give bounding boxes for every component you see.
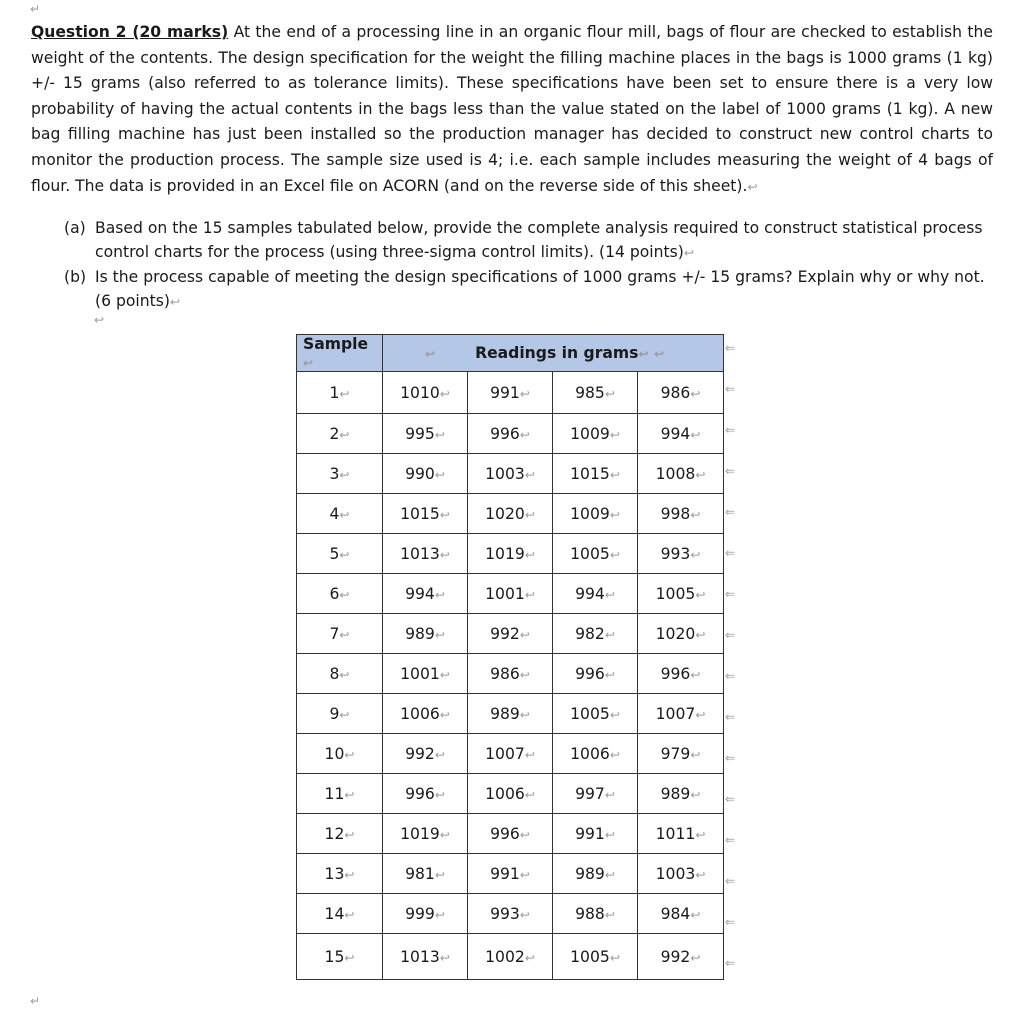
reading-cell: 992↩ xyxy=(638,934,724,980)
paragraph-mark: ↩ xyxy=(747,179,758,194)
table-row xyxy=(297,894,724,934)
reading-cell: 992↩ xyxy=(468,614,553,654)
reading-cell: 996↩ xyxy=(468,814,553,854)
row-end-mark: ⇐ xyxy=(725,464,736,478)
part-b-label: (b) xyxy=(64,268,87,286)
sample-cell: 3↩ xyxy=(297,454,383,494)
row-end-mark: ⇐ xyxy=(725,915,736,929)
part-b xyxy=(64,265,994,314)
table-row xyxy=(297,774,724,814)
table-row xyxy=(297,494,724,534)
sample-cell: 12↩ xyxy=(297,814,383,854)
sample-cell: 10↩ xyxy=(297,734,383,774)
reading-cell: 989↩ xyxy=(468,694,553,734)
reading-cell: 1020↩ xyxy=(468,494,553,534)
reading-cell: 1003↩ xyxy=(468,454,553,494)
table-row xyxy=(297,934,724,980)
reading-cell: 1005↩ xyxy=(638,574,724,614)
paragraph-mark: ↵ xyxy=(30,2,41,16)
sample-cell: 11↩ xyxy=(297,774,383,814)
reading-cell: 1006↩ xyxy=(553,734,638,774)
part-a-text: Based on the 15 samples tabulated below, provide the complete analysis required to construct statistical process control charts for the process (using three-sigma control limits). (14 points) xyxy=(95,219,983,261)
reading-cell: 1005↩ xyxy=(553,694,638,734)
reading-cell: 996↩ xyxy=(468,414,553,454)
table-row xyxy=(297,454,724,494)
part-b-text: Is the process capable of meeting the design specifications of 1000 grams +/- 15 grams? Explain why or why not. (6 points) xyxy=(95,268,985,310)
table-row xyxy=(297,854,724,894)
readings-table xyxy=(296,334,724,980)
part-a xyxy=(64,216,994,265)
part-a-label: (a) xyxy=(64,219,86,237)
row-end-mark: ⇐ xyxy=(725,751,736,765)
reading-cell: 996↩ xyxy=(553,654,638,694)
sample-cell: 7↩ xyxy=(297,614,383,654)
question-paragraph xyxy=(31,20,993,200)
table-row xyxy=(297,694,724,734)
reading-cell: 1020↩ xyxy=(638,614,724,654)
reading-cell: 1001↩ xyxy=(468,574,553,614)
row-end-mark: ⇐ xyxy=(725,546,736,560)
reading-cell: 1015↩ xyxy=(553,454,638,494)
reading-cell: 982↩ xyxy=(553,614,638,654)
reading-cell: 1001↩ xyxy=(383,654,468,694)
row-end-mark: ⇐ xyxy=(725,792,736,806)
reading-cell: 989↩ xyxy=(383,614,468,654)
table-row xyxy=(297,414,724,454)
question-parts xyxy=(64,216,994,314)
reading-cell: 1006↩ xyxy=(468,774,553,814)
reading-cell: 1019↩ xyxy=(468,534,553,574)
reading-cell: 1006↩ xyxy=(383,694,468,734)
row-end-mark: ⇐ xyxy=(725,382,736,396)
row-end-mark: ⇐ xyxy=(725,505,736,519)
reading-cell: 981↩ xyxy=(383,854,468,894)
row-end-mark: ⇐ xyxy=(725,833,736,847)
reading-cell: 1009↩ xyxy=(553,414,638,454)
reading-cell: 979↩ xyxy=(638,734,724,774)
sample-cell: 1↩ xyxy=(297,372,383,414)
row-end-mark: ⇐ xyxy=(725,423,736,437)
reading-cell: 1002↩ xyxy=(468,934,553,980)
row-end-mark: ⇐ xyxy=(725,628,736,642)
reading-cell: 988↩ xyxy=(553,894,638,934)
sample-cell: 6↩ xyxy=(297,574,383,614)
row-end-mark: ⇐ xyxy=(725,669,736,683)
table-header-row xyxy=(297,335,724,372)
reading-cell: 989↩ xyxy=(638,774,724,814)
reading-cell: 986↩ xyxy=(638,372,724,414)
reading-cell: 1003↩ xyxy=(638,854,724,894)
sample-cell: 13↩ xyxy=(297,854,383,894)
sample-cell: 5↩ xyxy=(297,534,383,574)
reading-cell: 1007↩ xyxy=(638,694,724,734)
reading-cell: 1007↩ xyxy=(468,734,553,774)
row-end-mark: ⇐ xyxy=(725,587,736,601)
reading-cell: 997↩ xyxy=(553,774,638,814)
reading-cell: 991↩ xyxy=(553,814,638,854)
row-end-mark: ⇐ xyxy=(725,341,736,355)
paragraph-mark: ↩ xyxy=(169,295,181,309)
reading-cell: 1009↩ xyxy=(553,494,638,534)
reading-cell: 993↩ xyxy=(638,534,724,574)
paragraph-mark: ↩ xyxy=(683,246,694,260)
reading-cell: 993↩ xyxy=(468,894,553,934)
reading-cell: 992↩ xyxy=(383,734,468,774)
sample-cell: 4↩ xyxy=(297,494,383,534)
table-row xyxy=(297,654,724,694)
question-heading: Question 2 (20 marks) xyxy=(31,23,229,41)
sample-cell: 15↩ xyxy=(297,934,383,980)
row-end-mark: ⇐ xyxy=(725,874,736,888)
reading-cell: 1013↩ xyxy=(383,934,468,980)
question-text: At the end of a processing line in an organic flour mill, bags of flour are checked to establish the weight of the contents. The design specification for the weight the filling machine places in the bags is 1000 grams (1 kg) +/- 15 grams (also referred to as tolerance limits). These specifications have been set to ensure there is a very low probability of having the actual contents in the bags less than the value stated on the label of 1000 grams (1 kg). A new bag filling machine has just been installed so the production manager has decided to construct new control charts to monitor the production process. The sample size used is 4; i.e. each sample includes measuring the weight of 4 bags of flour. The data is provided in an Excel file on ACORN (and on the reverse side of this sheet). xyxy=(31,23,993,195)
table-row xyxy=(297,614,724,654)
reading-cell: 984↩ xyxy=(638,894,724,934)
reading-cell: 1010↩ xyxy=(383,372,468,414)
reading-cell: 1015↩ xyxy=(383,494,468,534)
sample-cell: 9↩ xyxy=(297,694,383,734)
reading-cell: 991↩ xyxy=(468,372,553,414)
reading-cell: 999↩ xyxy=(383,894,468,934)
reading-cell: 995↩ xyxy=(383,414,468,454)
reading-cell: 996↩ xyxy=(638,654,724,694)
table-row xyxy=(297,574,724,614)
reading-cell: 1013↩ xyxy=(383,534,468,574)
sample-cell: 2↩ xyxy=(297,414,383,454)
table-row xyxy=(297,734,724,774)
reading-cell: 1008↩ xyxy=(638,454,724,494)
reading-cell: 994↩ xyxy=(383,574,468,614)
table-row xyxy=(297,372,724,414)
reading-cell: 1005↩ xyxy=(553,534,638,574)
reading-cell: 1011↩ xyxy=(638,814,724,854)
row-end-mark: ⇐ xyxy=(725,956,736,970)
paragraph-mark: ↵ xyxy=(30,994,41,1008)
reading-cell: 990↩ xyxy=(383,454,468,494)
reading-cell: 996↩ xyxy=(383,774,468,814)
sample-cell: 8↩ xyxy=(297,654,383,694)
reading-cell: 986↩ xyxy=(468,654,553,694)
header-readings: ↩ Readings in grams↩ ↩ xyxy=(383,335,724,372)
reading-cell: 1005↩ xyxy=(553,934,638,980)
reading-cell: 998↩ xyxy=(638,494,724,534)
table-row xyxy=(297,814,724,854)
sample-cell: 14↩ xyxy=(297,894,383,934)
paragraph-mark: ↩ xyxy=(94,313,105,327)
row-end-mark: ⇐ xyxy=(725,710,736,724)
reading-cell: 991↩ xyxy=(468,854,553,894)
header-sample: Sample ↩ xyxy=(297,335,383,372)
reading-cell: 994↩ xyxy=(638,414,724,454)
table-row xyxy=(297,534,724,574)
reading-cell: 985↩ xyxy=(553,372,638,414)
reading-cell: 994↩ xyxy=(553,574,638,614)
reading-cell: 989↩ xyxy=(553,854,638,894)
reading-cell: 1019↩ xyxy=(383,814,468,854)
